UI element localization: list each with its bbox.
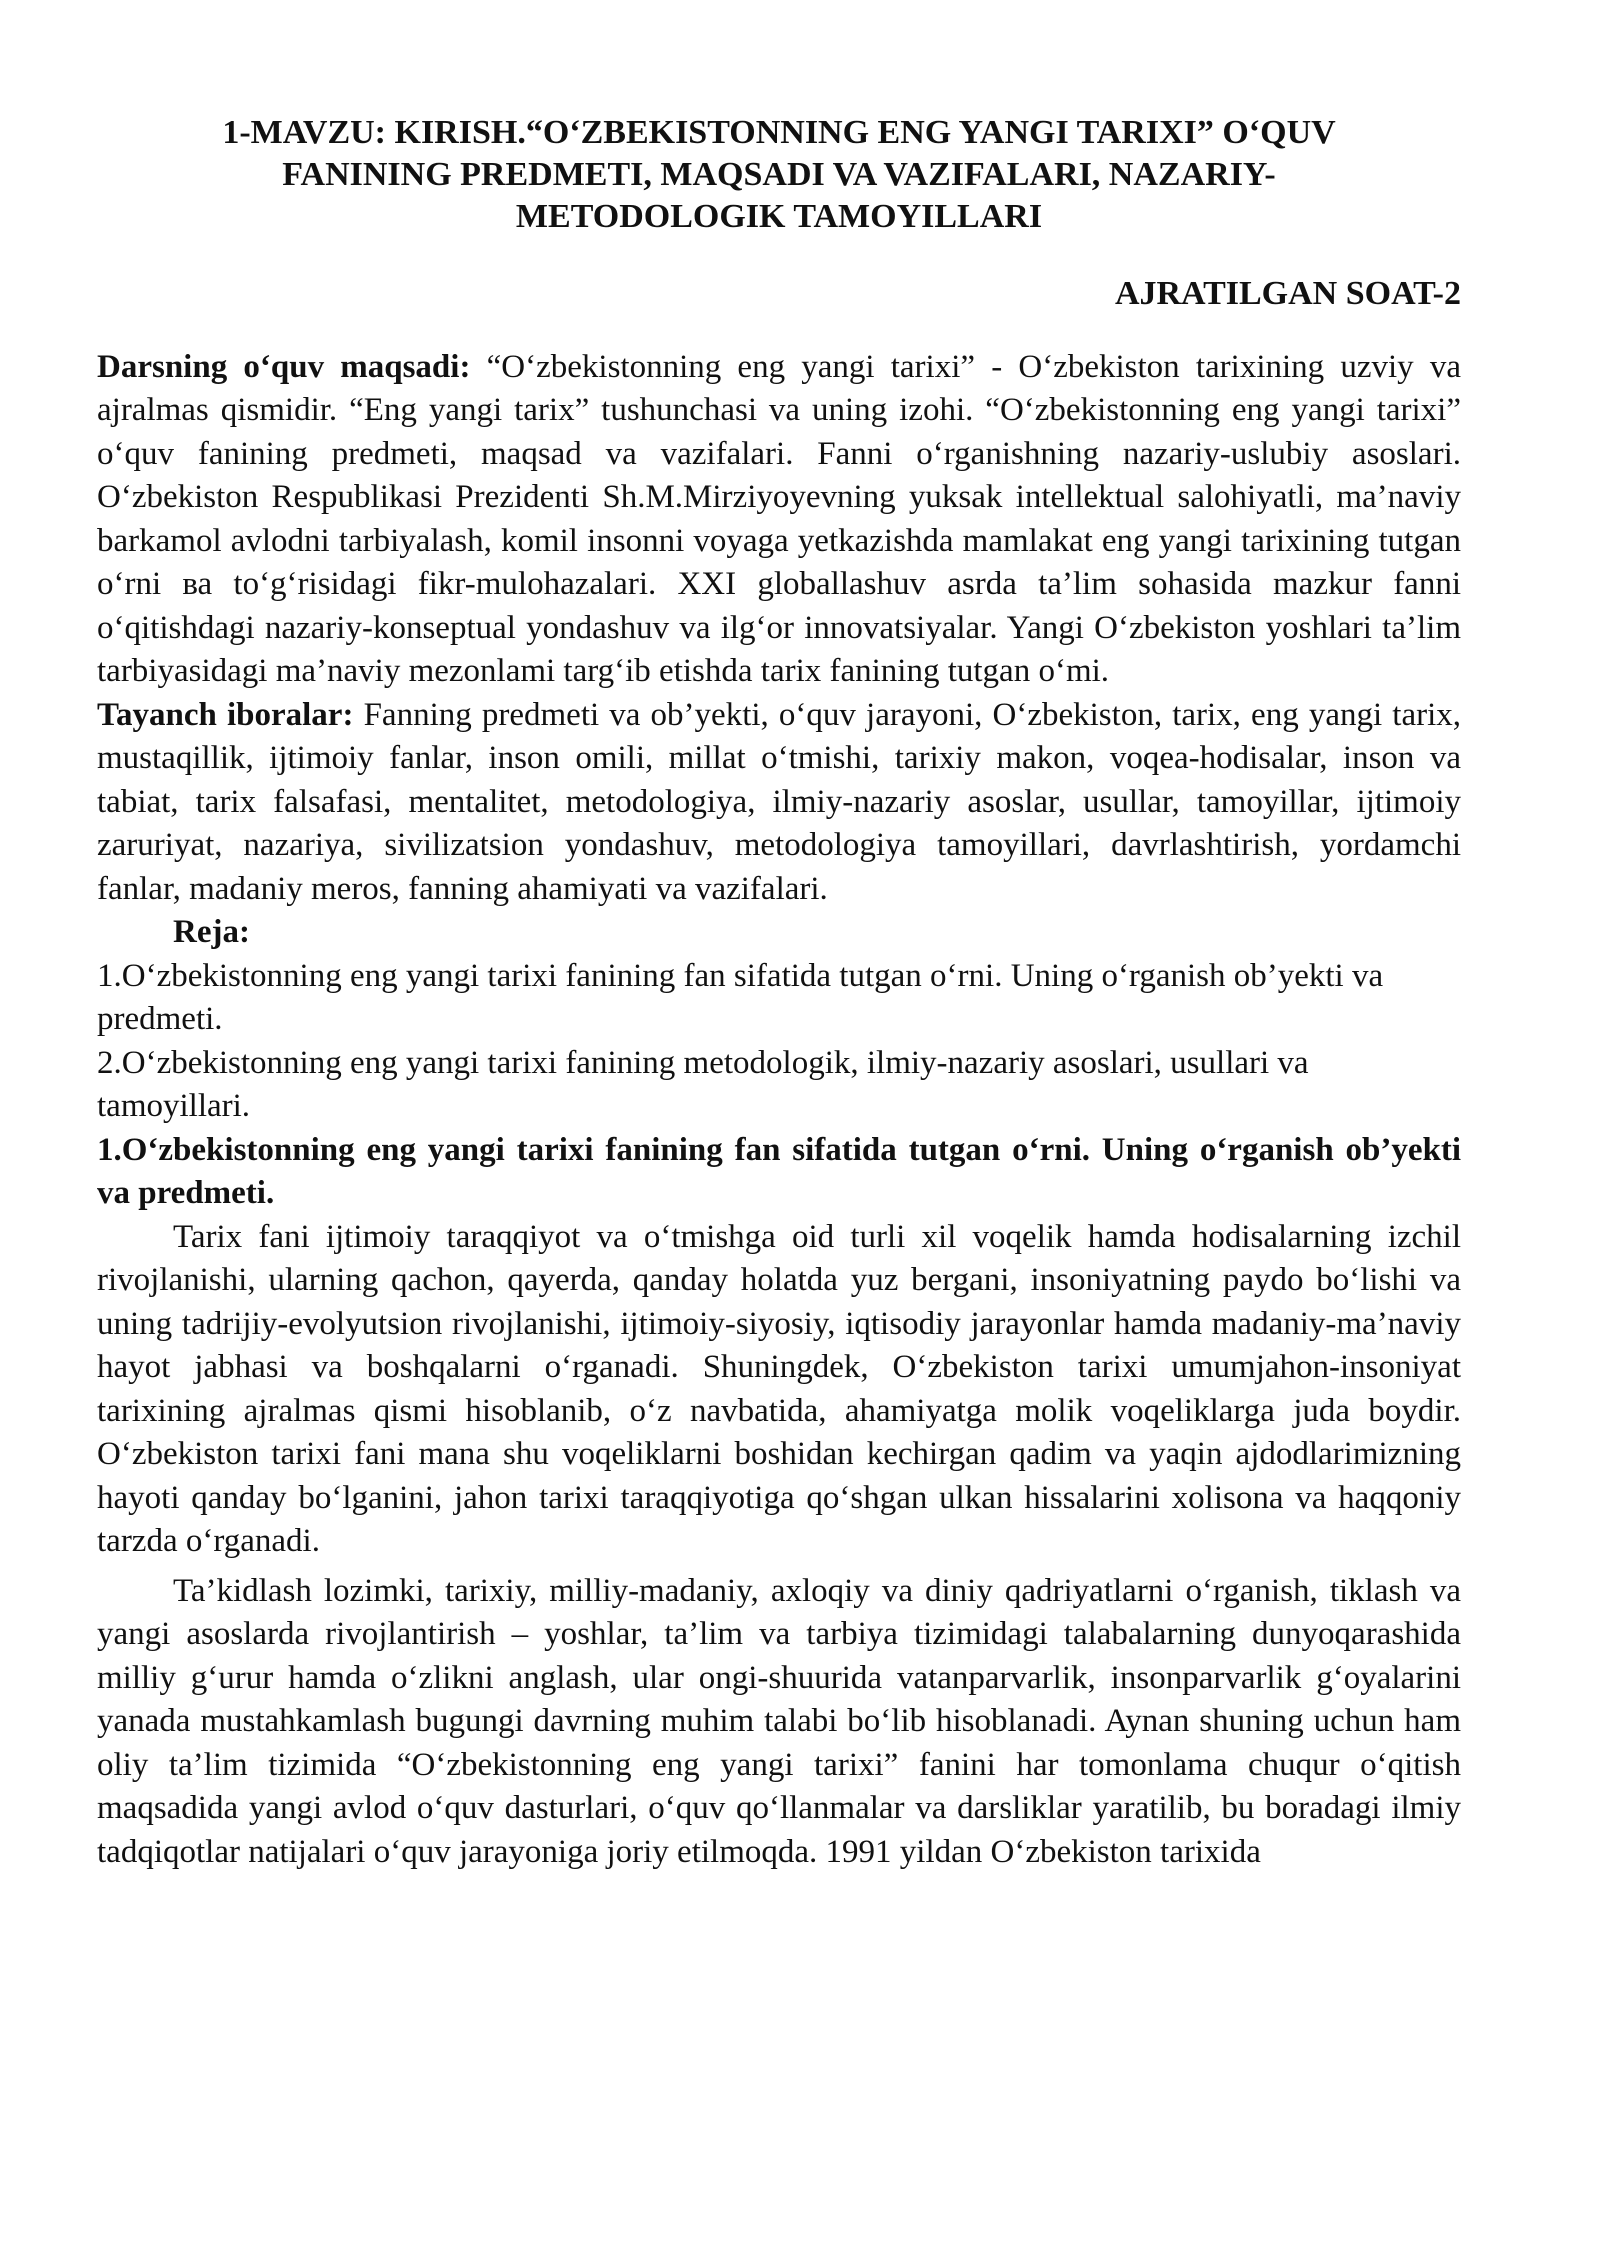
plan-heading: Reja: xyxy=(173,914,250,950)
keywords-text: Fanning predmeti va ob’yekti, o‘quv jarayoni, O‘zbekiston, tarix, eng yangi tarix, mustaqillik, ijtimoiy fanlar, inson omili, millat o‘tmishi, tarixiy makon, voqea-hodisalar, inson va tabiat, tarix falsafasi, mentalitet, metodologiya, ilmiy-nazariy asoslar, usullar, tamoyillar, ijtimoiy zaruriyat, nazariya, sivilizatsion yondashuv, metodologiya tamoyillari, davrlashtirish, yordamchi fanlar, madaniy meros, fanning ahamiyati va vazifalari. xyxy=(97,696,1461,907)
body-paragraph: Tarix fani ijtimoiy taraqqiyot va o‘tmishga oid turli xil voqelik hamda hodisalarning izchil rivojlanishi, ularning qachon, qayerda, qanday holatda yuz bergani, insoniyatning paydo bo‘lishi va uning tadrijiy-evolyutsion rivojlanishi, ijtimoiy-siyosiy, iqtisodiy jarayonlar hamda madaniy-ma’naviy hayot jabhasi va boshqalarni o‘rganadi. Shuningdek, O‘zbekiston tarixi umumjahon-insoniyat tarixining ajralmas qismi hisoblanib, o‘z navbatida, ahamiyatga molik voqeliklarga juda boydir. O‘zbekiston tarixi fani mana shu voqeliklarni boshidan kechirgan qadim va yaqin ajdodlarimizning hayoti qanday bo‘lganini, jahon tarixi taraqqiyotiga qo‘shgan ulkan hissalarini xolisona va haqqoniy tarzda o‘rganadi. xyxy=(97,1218,1461,1559)
keywords-paragraph xyxy=(97,694,1461,912)
document-page xyxy=(97,112,1461,1874)
document-title: 1-MAVZU: KIRISH.“O‘ZBEKISTONNING ENG YANGI TARIXI” O‘QUV FANINING PREDMETI, MAQSADI VA VAZIFALARI, NAZARIY-METODOLOGIK TAMOYILLARI xyxy=(222,114,1336,235)
lesson-goal-paragraph xyxy=(97,346,1461,694)
keywords-label: Tayanch iboralar: xyxy=(97,696,354,733)
allocated-hours: AJRATILGAN SOAT-2 xyxy=(1114,275,1461,312)
lesson-goal-label: Darsning o‘quv maqsadi: xyxy=(97,348,471,385)
plan-item: 1.O‘zbekistonning eng yangi tarixi fanining fan sifatida tutgan o‘rni. Uning o‘rganish ob’yekti va predmeti. xyxy=(97,957,1384,1037)
section-heading: 1.O‘zbekistonning eng yangi tarixi fanining fan sifatida tutgan o‘rni. Uning o‘rganish ob’yekti va predmeti. xyxy=(97,1131,1461,1211)
plan-item: 2.O‘zbekistonning eng yangi tarixi fanining metodologik, ilmiy-nazariy asoslari, usullari va tamoyillari. xyxy=(97,1044,1309,1124)
body-paragraph: Ta’kidlash lozimki, tarixiy, milliy-madaniy, axloqiy va diniy qadriyatlarni o‘rganish, tiklash va yangi asoslarda rivojlantirish – yoshlar, ta’lim va tarbiya tizimidagi talabalarning dunyoqarashida milliy g‘urur hamda o‘zlikni anglash, ular ongi-shuurida vatanparvarlik, insonparvarlik g‘oyalarini yanada mustahkamlash bugungi davrning muhim talabi bo‘lib hisoblanadi. Aynan shuning uchun ham oliy ta’lim tizimida “O‘zbekistonning eng yangi tarixi” fanini har tomonlama chuqur o‘qitish maqsadida yangi avlod o‘quv dasturlari, o‘quv qo‘llanmalar va darsliklar yaratilib, bu boradagi ilmiy tadqiqotlar natijalari o‘quv jarayoniga joriy etilmoqda. 1991 yildan O‘zbekiston tarixida xyxy=(97,1572,1461,1870)
lesson-goal-text: “O‘zbekistonning eng yangi tarixi” - O‘zbekiston tarixining uzviy va ajralmas qismidir. “Eng yangi tarix” tushunchasi va uning izohi. “O‘zbekistonning eng yangi tarixi” o‘quv fanining predmeti, maqsad va vazifalari. Fanni o‘rganishning nazariy-uslubiy asoslari. O‘zbekiston Respublikasi Prezidenti Sh.M.Mirziyoyevning yuksak intellektual salohiyatli, ma’naviy barkamol avlodni tarbiyalash, komil insonni voyaga yetkazishda mamlakat eng yangi tarixining tutgan o‘rni ва to‘g‘risidagi fikr-mulohazalari. XXI globallashuv asrda ta’lim sohasida mazkur fanni o‘qitishdagi nazariy-konseptual yondashuv va ilg‘or innovatsiyalar. Yangi O‘zbekiston yoshlari ta’lim tarbiyasidagi ma’naviy mezonlami targ‘ib etishda tarix fanining tutgan o‘mi. xyxy=(97,348,1461,689)
